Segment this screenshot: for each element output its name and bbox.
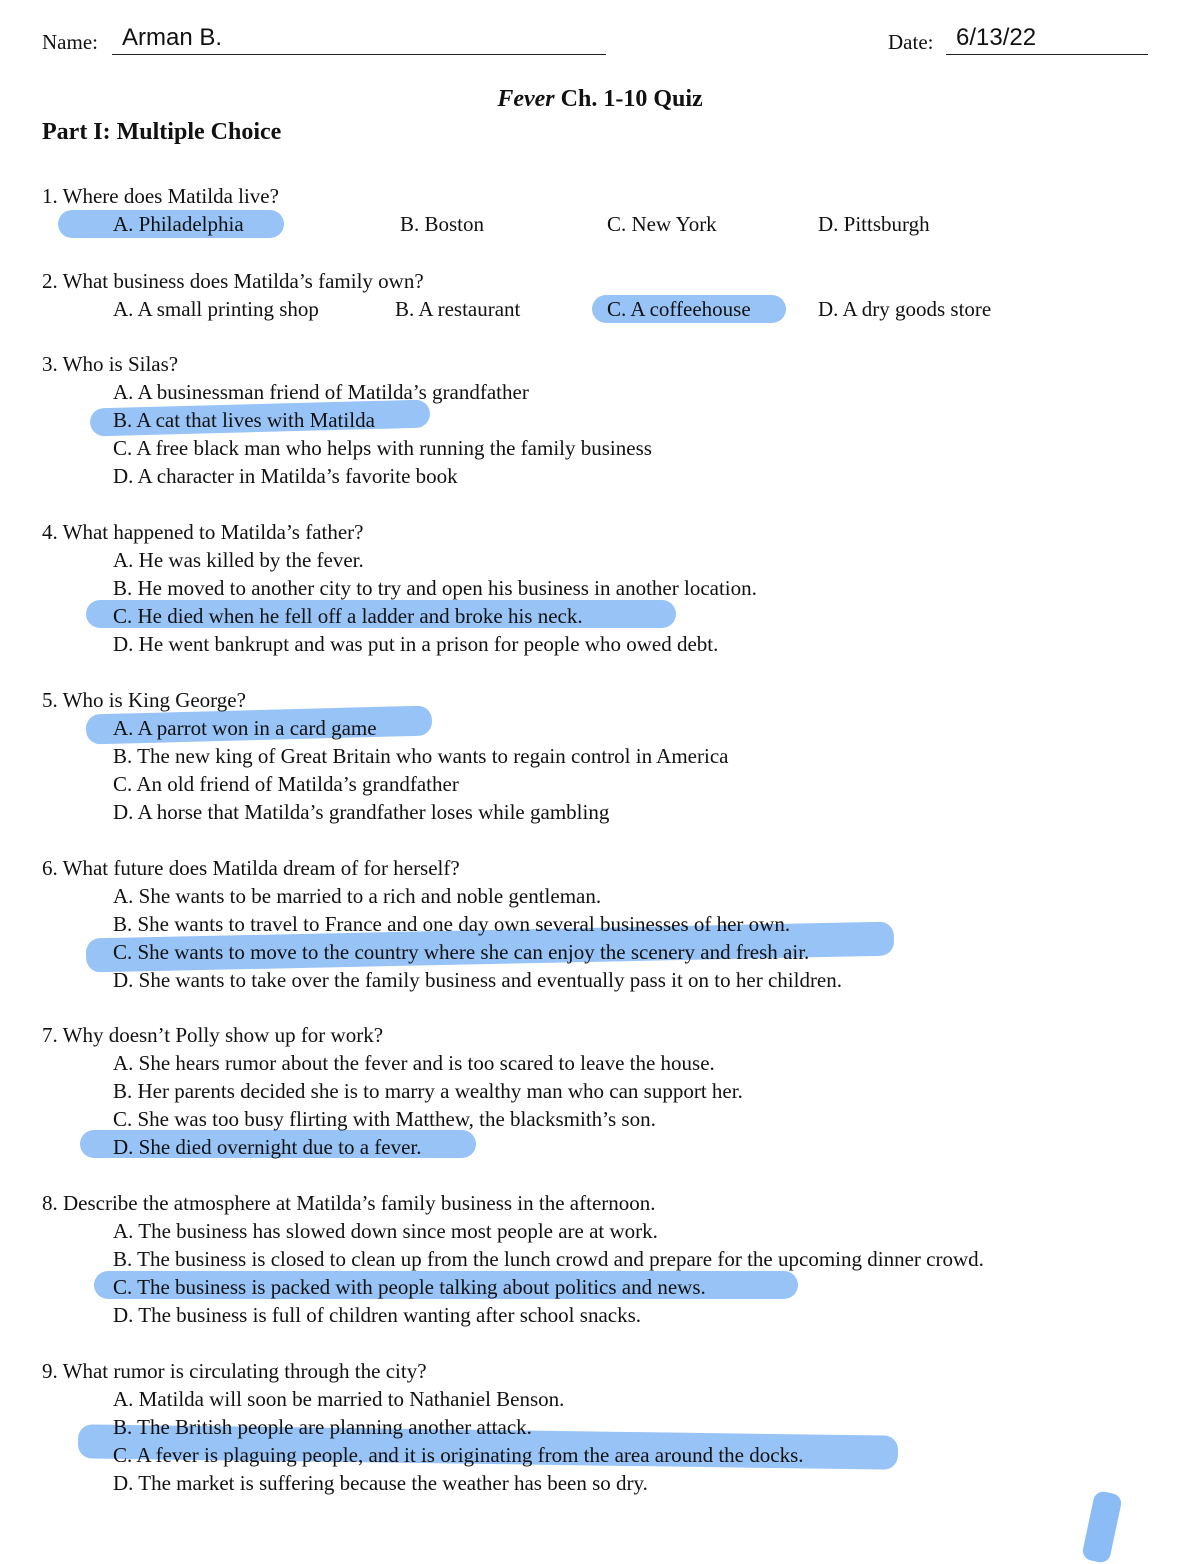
q9-option-c[interactable]: C. A fever is plaguing people, and it is originating from the area around the docks. [113, 1443, 804, 1467]
q9-option-d[interactable]: D. The market is suffering because the weather has been so dry. [113, 1471, 648, 1495]
q8-option-b[interactable]: B. The business is closed to clean up from the lunch crowd and prepare for the upcoming dinner crowd. [113, 1247, 984, 1271]
q3-option-a[interactable]: A. A businessman friend of Matilda’s grandfather [113, 380, 529, 404]
question-4: 4. What happened to Matilda’s father? [42, 520, 364, 544]
title-rest: Ch. 1-10 Quiz [554, 86, 703, 112]
q1-option-c[interactable]: C. New York [607, 212, 717, 236]
question-6: 6. What future does Matilda dream of for herself? [42, 856, 460, 880]
q1-option-b[interactable]: B. Boston [400, 212, 485, 236]
q6-option-b[interactable]: B. She wants to travel to France and one day own several businesses of her own. [113, 912, 791, 936]
q1-option-d[interactable]: D. Pittsburgh [818, 212, 930, 236]
q8-option-a[interactable]: A. The business has slowed down since most people are at work. [113, 1219, 658, 1243]
q7-option-b[interactable]: B. Her parents decided she is to marry a wealthy man who can support her. [113, 1079, 743, 1103]
question-5: 5. Who is King George? [42, 688, 246, 712]
q5-option-c[interactable]: C. An old friend of Matilda’s grandfather [113, 772, 459, 796]
q6-option-a[interactable]: A. She wants to be married to a rich and noble gentleman. [113, 884, 602, 908]
q9-option-a[interactable]: A. Matilda will soon be married to Nathaniel Benson. [113, 1387, 565, 1411]
q3-option-d[interactable]: D. A character in Matilda’s favorite book [113, 464, 458, 488]
q2-option-b[interactable]: B. A restaurant [395, 297, 521, 321]
q5-option-b[interactable]: B. The new king of Great Britain who wants to regain control in America [113, 744, 729, 768]
name-line [112, 54, 606, 55]
q3-option-b[interactable]: B. A cat that lives with Matilda [113, 408, 375, 432]
q4-option-d[interactable]: D. He went bankrupt and was put in a prison for people who owed debt. [113, 632, 719, 656]
q7-option-d[interactable]: D. She died overnight due to a fever. [113, 1135, 422, 1159]
title-book: Fever [497, 86, 555, 112]
q6-option-c[interactable]: C. She wants to move to the country where she can enjoy the scenery and fresh air. [113, 940, 810, 964]
date-field[interactable]: 6/13/22 [956, 24, 1037, 51]
q8-option-d[interactable]: D. The business is full of children wanting after school snacks. [113, 1303, 642, 1327]
question-8: 8. Describe the atmosphere at Matilda’s family business in the afternoon. [42, 1191, 656, 1215]
name-field[interactable]: Arman B. [122, 24, 223, 51]
q4-option-a[interactable]: A. He was killed by the fever. [113, 548, 364, 572]
q5-option-d[interactable]: D. A horse that Matilda’s grandfather loses while gambling [113, 800, 610, 824]
date-line [946, 54, 1148, 55]
q1-option-a[interactable]: A. Philadelphia [113, 212, 244, 236]
q9-option-b[interactable]: B. The British people are planning another attack. [113, 1415, 532, 1439]
question-2: 2. What business does Matilda’s family own? [42, 269, 424, 293]
question-3: 3. Who is Silas? [42, 352, 179, 376]
question-1: 1. Where does Matilda live? [42, 184, 279, 208]
page-title [0, 86, 1200, 113]
q7-option-c[interactable]: C. She was too busy flirting with Matthew, the blacksmith’s son. [113, 1107, 656, 1131]
q7-option-a[interactable]: A. She hears rumor about the fever and is too scared to leave the house. [113, 1051, 715, 1075]
question-7: 7. Why doesn’t Polly show up for work? [42, 1023, 384, 1047]
q2-option-c[interactable]: C. A coffeehouse [607, 297, 751, 321]
date-label: Date: [888, 30, 934, 54]
name-label: Name: [42, 30, 98, 54]
q2-option-a[interactable]: A. A small printing shop [113, 297, 319, 321]
q3-option-c[interactable]: C. A free black man who helps with running the family business [113, 436, 652, 460]
q6-option-d[interactable]: D. She wants to take over the family business and eventually pass it on to her children. [113, 968, 843, 992]
q8-option-c[interactable]: C. The business is packed with people talking about politics and news. [113, 1275, 706, 1299]
part-heading: Part I: Multiple Choice [42, 119, 282, 145]
q5-option-a[interactable]: A. A parrot won in a card game [113, 716, 377, 740]
q4-option-c[interactable]: C. He died when he fell off a ladder and broke his neck. [113, 604, 583, 628]
question-9: 9. What rumor is circulating through the city? [42, 1359, 427, 1383]
q4-option-b[interactable]: B. He moved to another city to try and open his business in another location. [113, 576, 757, 600]
q2-option-d[interactable]: D. A dry goods store [818, 297, 992, 321]
